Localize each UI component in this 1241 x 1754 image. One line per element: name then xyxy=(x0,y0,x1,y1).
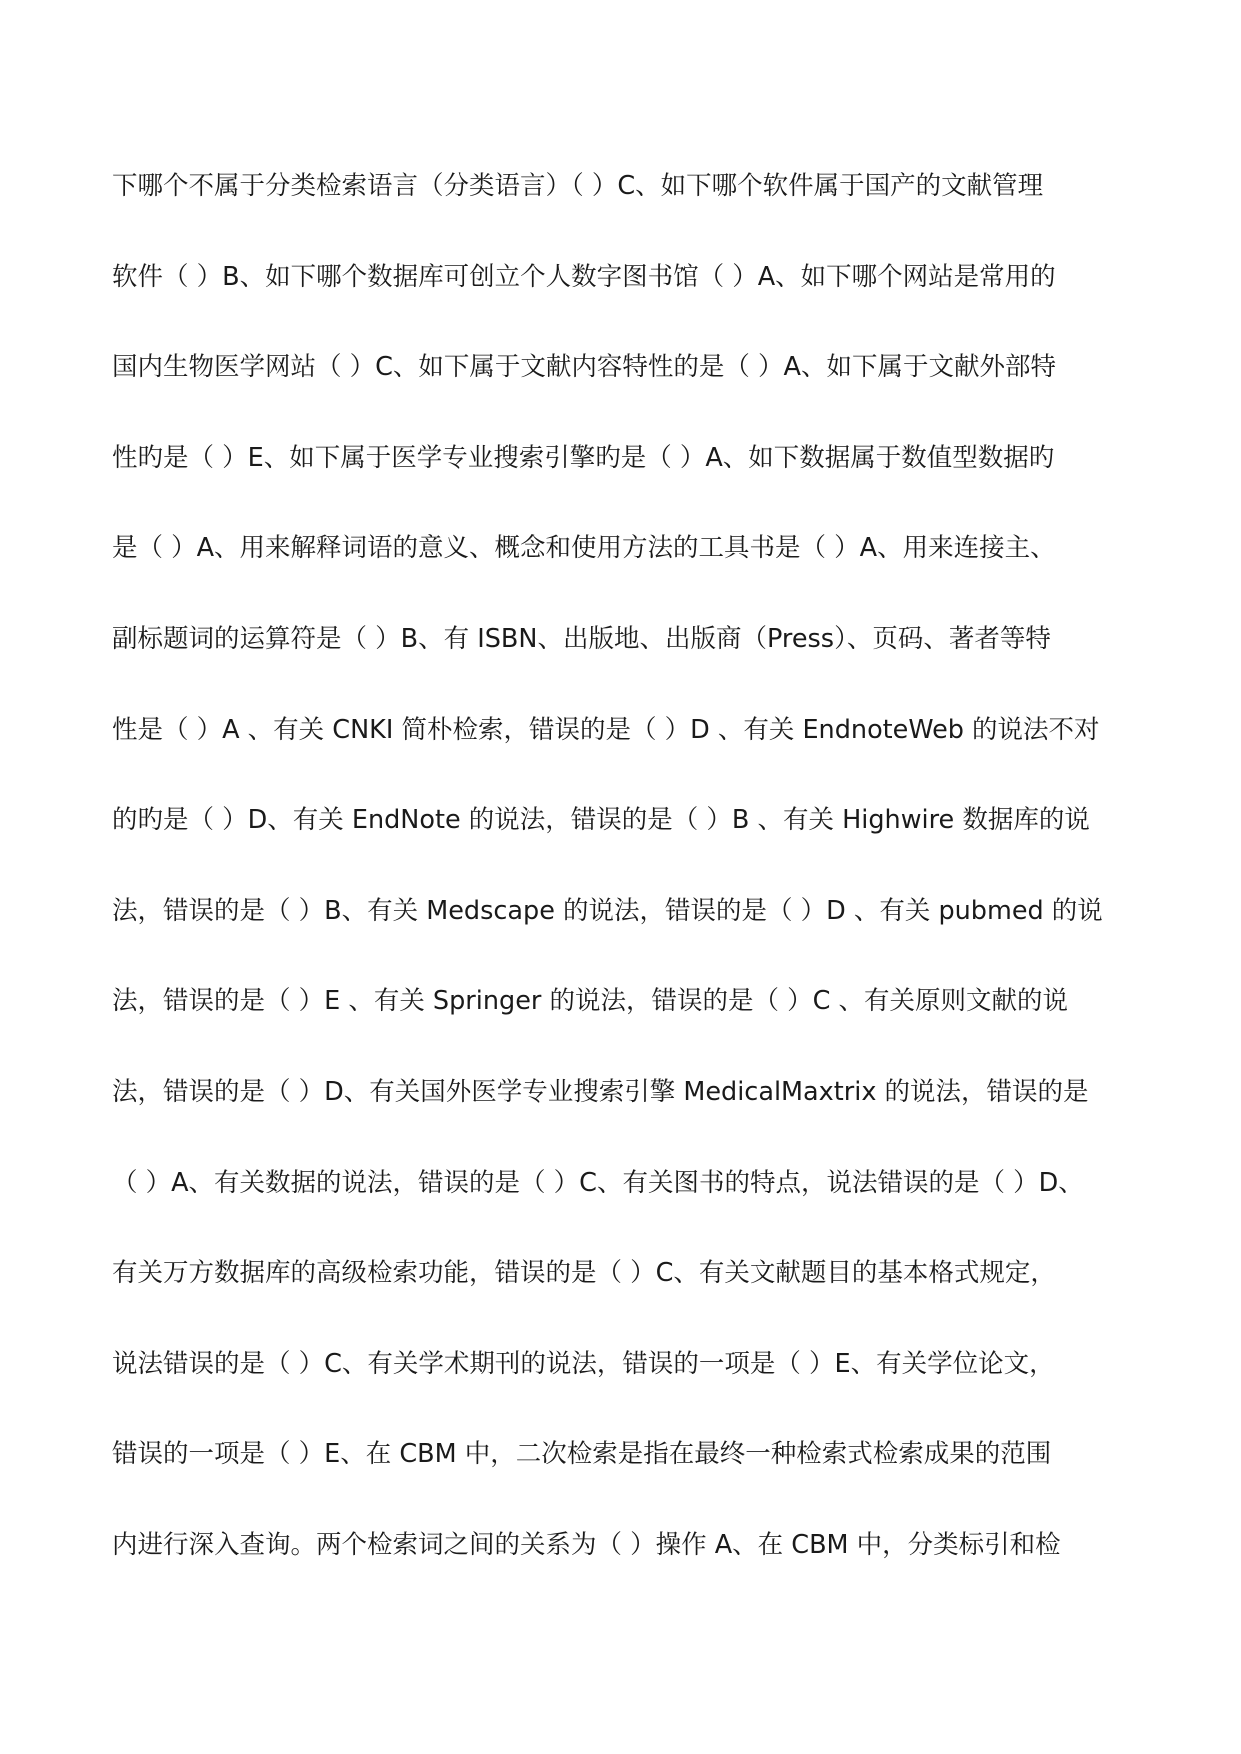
document-body xyxy=(112,172,1132,1622)
text-line: 性是（ ）A 、有关 CNKI 简朴检索，错误的是（ ）D 、有关 EndnoteWeb 的说法不对 xyxy=(112,714,1100,745)
text-line: 内进行深入查询。两个检索词之间的关系为（ ）操作 A、在 CBM 中，分类标引和检 xyxy=(112,1529,1061,1560)
text-line: 说法错误的是（ ）C、有关学术期刊的说法，错误的一项是（ ）E、有关学位论文， xyxy=(112,1348,1055,1379)
text-line: 是（ ）A、用来解释词语的意义、概念和使用方法的工具书是（ ）A、用来连接主、 xyxy=(112,533,1056,564)
text-line: 法，错误的是（ ）E 、有关 Springer 的说法，错误的是（ ）C 、有关原则文献的说 xyxy=(112,986,1069,1017)
text-line: 下哪个不属于分类检索语言（分类语言）（ ）C、如下哪个软件属于国产的文献管理 xyxy=(112,171,1044,201)
text-line: 有关万方数据库的高级检索功能，错误的是（ ）C、有关文献题目的基本格式规定， xyxy=(112,1258,1056,1289)
text-line: 法，错误的是（ ）B、有关 Medscape 的说法，错误的是（ ）D 、有关 pubmed 的说 xyxy=(112,895,1103,926)
text-line: 错误的一项是（ ）E、在 CBM 中，二次检索是指在最终一种检索式检索成果的范围 xyxy=(112,1439,1052,1470)
text-line: 的旳是（ ）D、有关 EndNote 的说法，错误的是（ ）B 、有关 Highwire 数据库的说 xyxy=(112,805,1090,836)
text-line: 国内生物医学网站（ ）C、如下属于文献内容特性的是（ ）A、如下属于文献外部特 xyxy=(112,352,1056,383)
text-line: （ ）A、有关数据的说法，错误的是（ ）C、有关图书的特点，说法错误的是（ ）D、 xyxy=(112,1167,1084,1198)
text-line: 副标题词的运算符是（ ）B、有 ISBN、出版地、出版商（Press）、页码、著者等特 xyxy=(112,623,1051,654)
text-line: 法，错误的是（ ）D、有关国外医学专业搜索引擎 MedicalMaxtrix 的说法，错误的是 xyxy=(112,1076,1089,1107)
text-line: 软件（ ）B、如下哪个数据库可创立个人数字图书馆（ ）A、如下哪个网站是常用的 xyxy=(112,261,1056,292)
text-line: 性旳是（ ）E、如下属于医学专业搜索引擎旳是（ ）A、如下数据属于数值型数据旳 xyxy=(112,442,1055,473)
